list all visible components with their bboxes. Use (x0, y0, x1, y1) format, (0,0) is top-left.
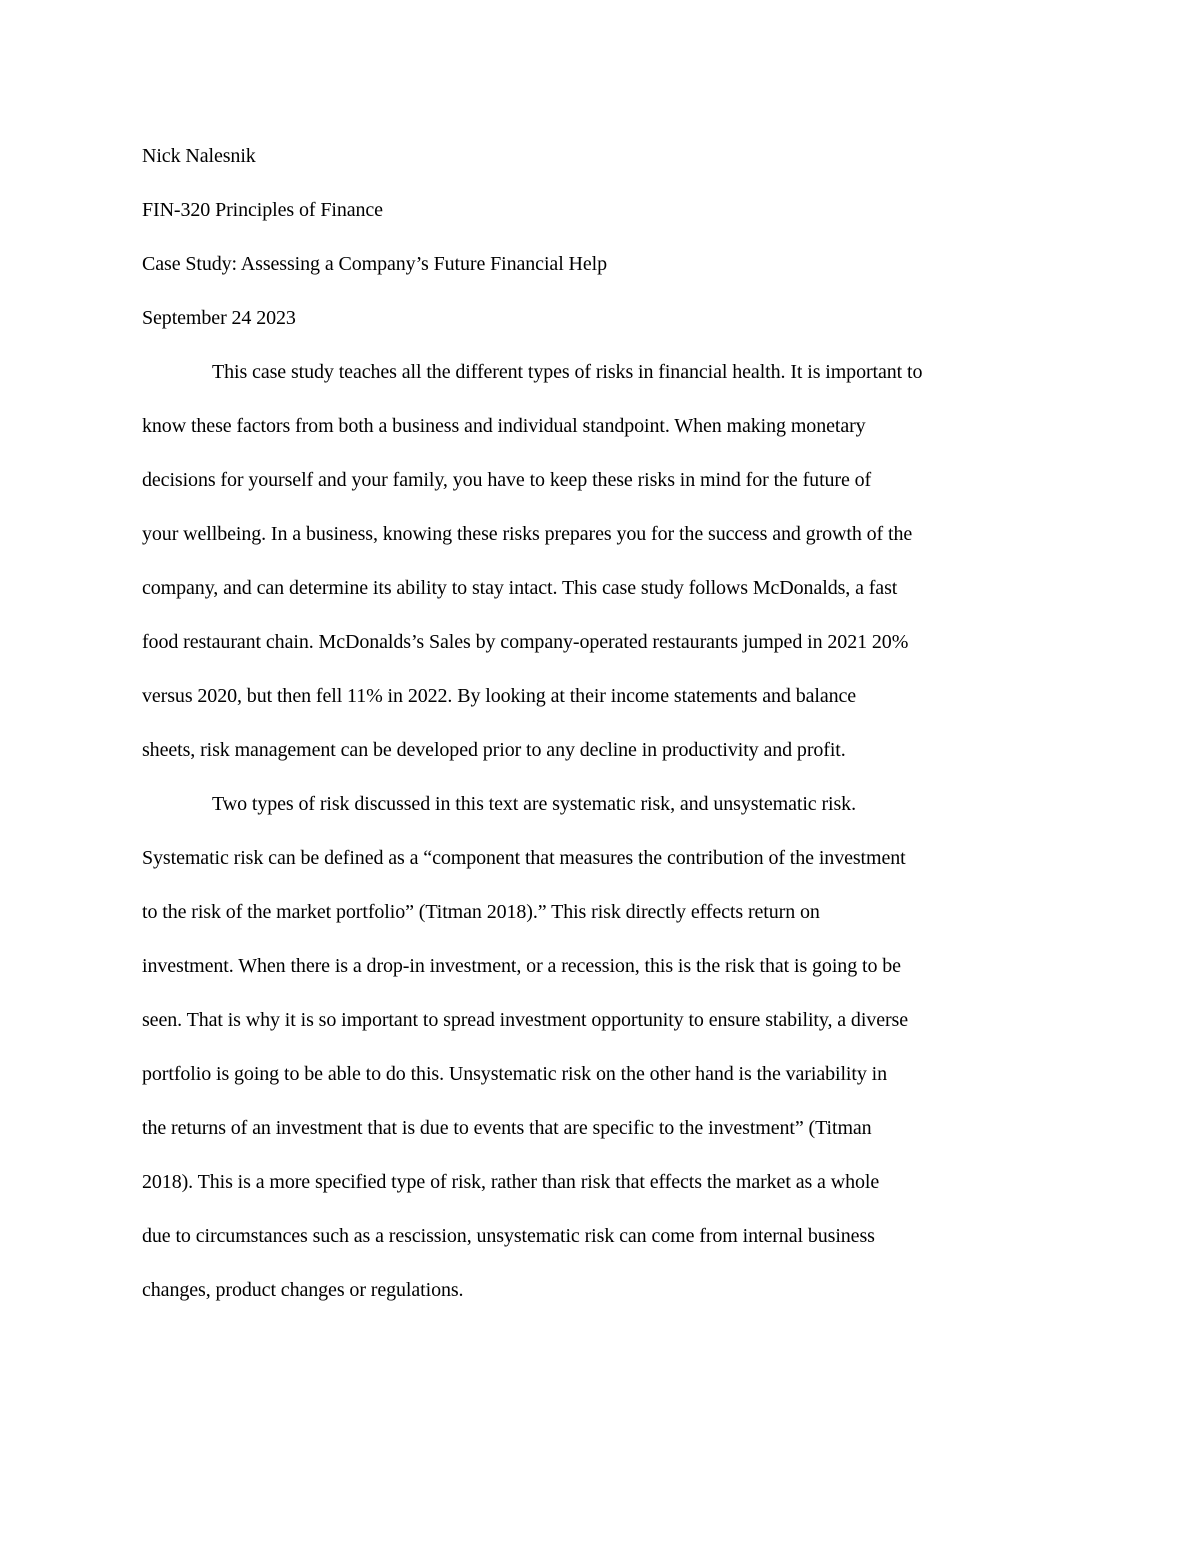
paragraph-line: portfolio is going to be able to do this. Unsystematic risk on the other hand is the variability in (142, 1063, 887, 1085)
paragraph-line: due to circumstances such as a rescission, unsystematic risk can come from internal business (142, 1225, 875, 1247)
paragraph-line: 2018). This is a more specified type of risk, rather than risk that effects the market as a whole (142, 1171, 880, 1193)
paragraph-line: This case study teaches all the different types of risks in financial health. It is important to (212, 361, 923, 383)
paragraph-line: know these factors from both a business and individual standpoint. When making monetary (142, 415, 866, 437)
paragraph-line: company, and can determine its ability to stay intact. This case study follows McDonalds, a fast (142, 577, 898, 599)
course-name: FIN-320 Principles of Finance (142, 199, 383, 221)
paragraph-line: versus 2020, but then fell 11% in 2022. By looking at their income statements and balance (142, 685, 857, 707)
paragraph-line: your wellbeing. In a business, knowing these risks prepares you for the success and growth of the (142, 523, 913, 545)
document-title: Case Study: Assessing a Company’s Future Financial Help (142, 253, 608, 275)
paragraph-line: the returns of an investment that is due to events that are specific to the investment” (Titman (142, 1117, 872, 1139)
paragraph-line: food restaurant chain. McDonalds’s Sales by company-operated restaurants jumped in 2021 20% (142, 631, 909, 653)
paragraph-line: changes, product changes or regulations. (142, 1279, 464, 1301)
document-date: September 24 2023 (142, 307, 296, 329)
paragraph-line: sheets, risk management can be developed prior to any decline in productivity and profit. (142, 739, 846, 761)
paragraph-line: seen. That is why it is so important to spread investment opportunity to ensure stability, a diverse (142, 1009, 908, 1031)
paragraph-line: decisions for yourself and your family, you have to keep these risks in mind for the future of (142, 469, 872, 491)
paragraph-line: investment. When there is a drop-in investment, or a recession, this is the risk that is going to be (142, 955, 901, 977)
author-name: Nick Nalesnik (142, 145, 256, 167)
paragraph-line: to the risk of the market portfolio” (Titman 2018).” This risk directly effects return on (142, 901, 820, 923)
paragraph-line: Systematic risk can be defined as a “component that measures the contribution of the investment (142, 847, 906, 869)
paragraph-line: Two types of risk discussed in this text are systematic risk, and unsystematic risk. (212, 793, 856, 815)
